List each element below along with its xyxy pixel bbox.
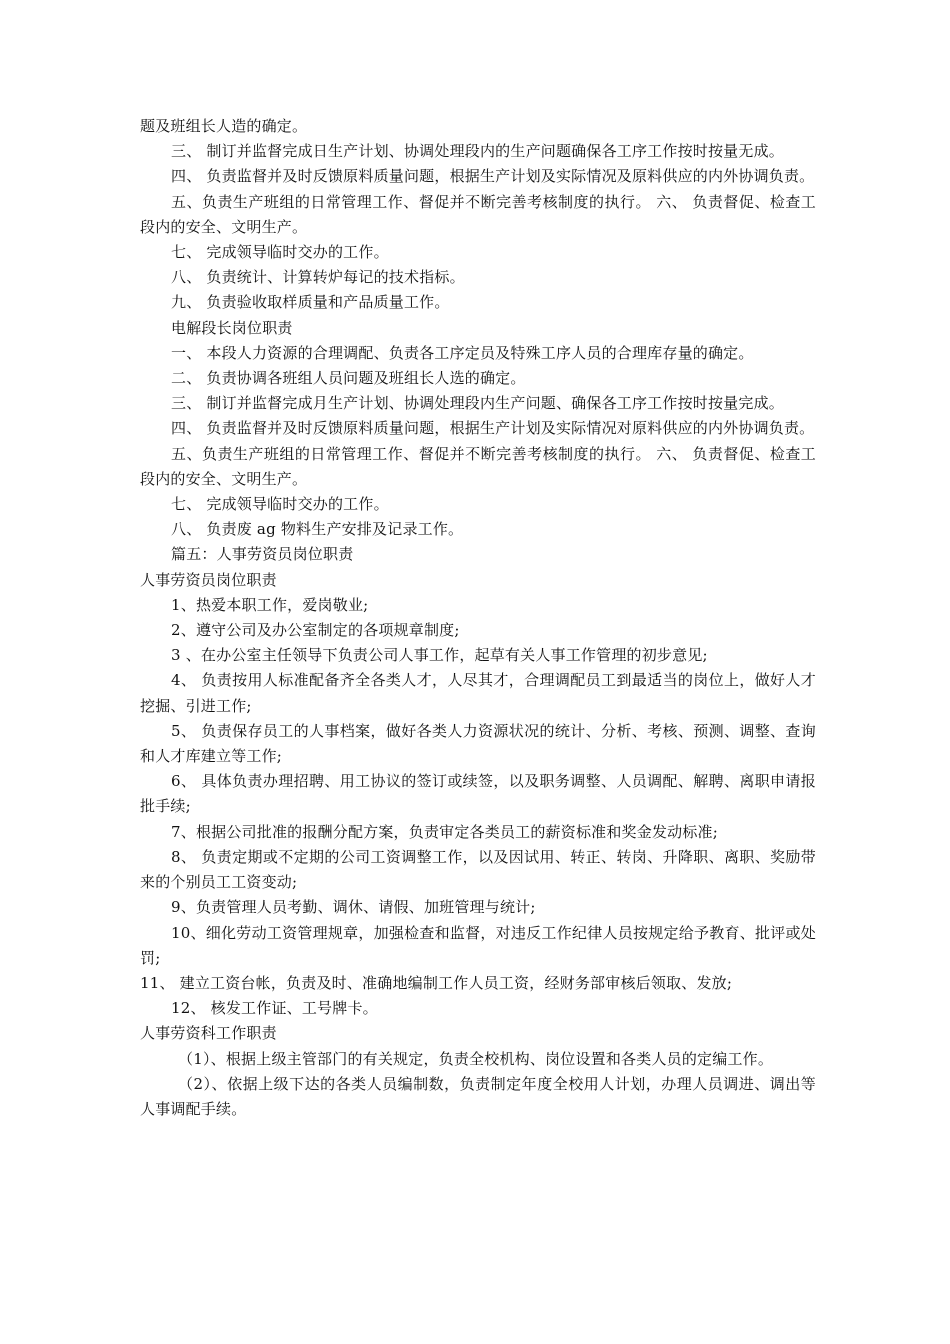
paragraph: （2）、依据上级下达的各类人员编制数，负责制定年度全校用人计划，办理人员调进、调出等人事调配手续。 xyxy=(140,1074,816,1118)
paragraph: 三、 制订并监督完成月生产计划、协调处理段内生产问题、确保各工序工作按时按量完成。 xyxy=(171,394,784,413)
paragraph: 五、负责生产班组的日常管理工作、督促并不断完善考核制度的执行。 六、 负责督促、检查工段内的安全、文明生产。 xyxy=(140,444,816,488)
paragraph: 10、细化劳动工资管理规章，加强检查和监督，对违反工作纪律人员按规定给予教育、批评或处罚; xyxy=(140,923,816,967)
paragraph: （1）、根据上级主管部门的有关规定，负责全校机构、岗位设置和各类人员的定编工作。 xyxy=(178,1049,774,1068)
paragraph: 7、根据公司批准的报酬分配方案，负责审定各类员工的薪资标准和奖金发动标准; xyxy=(171,822,719,841)
paragraph: 9、负责管理人员考勤、调休、请假、加班管理与统计; xyxy=(171,898,536,917)
paragraph: 2、遵守公司及办公室制定的各项规章制度; xyxy=(171,621,460,640)
paragraph: 1、热爱本职工作，爱岗敬业; xyxy=(171,595,369,614)
paragraph: 二、 负责协调各班组人员问题及班组长人选的确定。 xyxy=(171,369,526,388)
paragraph: 4、 负责按用人标准配备齐全各类人才，人尽其才，合理调配员工到最适当的岗位上，做好人才挖掘、引进工作; xyxy=(140,671,816,715)
chapter-heading: 篇五：人事劳资员岗位职责 xyxy=(171,545,354,564)
paragraph: 四、 负责监督并及时反馈原料质量问题，根据生产计划及实际情况及原料供应的内外协调负责。 xyxy=(171,167,815,186)
paragraph: 11、 建立工资台帐，负责及时、准确地编制工作人员工资，经财务部审核后领取、发放; xyxy=(140,973,733,992)
section-heading: 人事劳资员岗位职责 xyxy=(140,570,277,589)
paragraph: 八、 负责统计、计算转炉每记的技术指标。 xyxy=(171,268,465,287)
paragraph: 12、 核发工作证、工号牌卡。 xyxy=(171,999,378,1018)
paragraph: 三、 制订并监督完成日生产计划、协调处理段内的生产问题确保各工序工作按时按量无成。 xyxy=(171,142,784,161)
paragraph: 题及班组长人造的确定。 xyxy=(140,117,308,135)
paragraph: 6、 具体负责办理招聘、用工协议的签订或续签，以及职务调整、人员调配、解聘、离职申请报批手续; xyxy=(140,772,816,816)
paragraph: 七、 完成领导临时交办的工作。 xyxy=(171,495,389,514)
paragraph: 九、 负责验收取样质量和产品质量工作。 xyxy=(171,293,450,312)
section-heading: 人事劳资科工作职责 xyxy=(140,1024,277,1043)
paragraph: 一、 本段人力资源的合理调配、负责各工序定员及特殊工序人员的合理库存量的确定。 xyxy=(171,343,754,362)
document-body xyxy=(140,114,816,1122)
paragraph: 五、负责生产班组的日常管理工作、督促并不断完善考核制度的执行。 六、 负责督促、检查工段内的安全、文明生产。 xyxy=(140,192,816,236)
section-heading: 电解段长岗位职责 xyxy=(171,318,293,337)
paragraph: 5、 负责保存员工的人事档案，做好各类人力资源状况的统计、分析、考核、预测、调整、查询和人才库建立等工作; xyxy=(140,721,816,766)
paragraph: 四、 负责监督并及时反馈原料质量问题，根据生产计划及实际情况对原料供应的内外协调负责。 xyxy=(171,419,815,438)
paragraph: 3 、在办公室主任领导下负责公司人事工作，起草有关人事工作管理的初步意见; xyxy=(171,646,708,665)
paragraph: 七、 完成领导临时交办的工作。 xyxy=(171,243,389,262)
paragraph: 8、 负责定期或不定期的公司工资调整工作，以及因试用、转正、转岗、升降职、离职、奖励带来的个别员工工资变动; xyxy=(140,847,816,892)
paragraph: 八、 负责废 ag 物料生产安排及记录工作。 xyxy=(171,520,464,539)
